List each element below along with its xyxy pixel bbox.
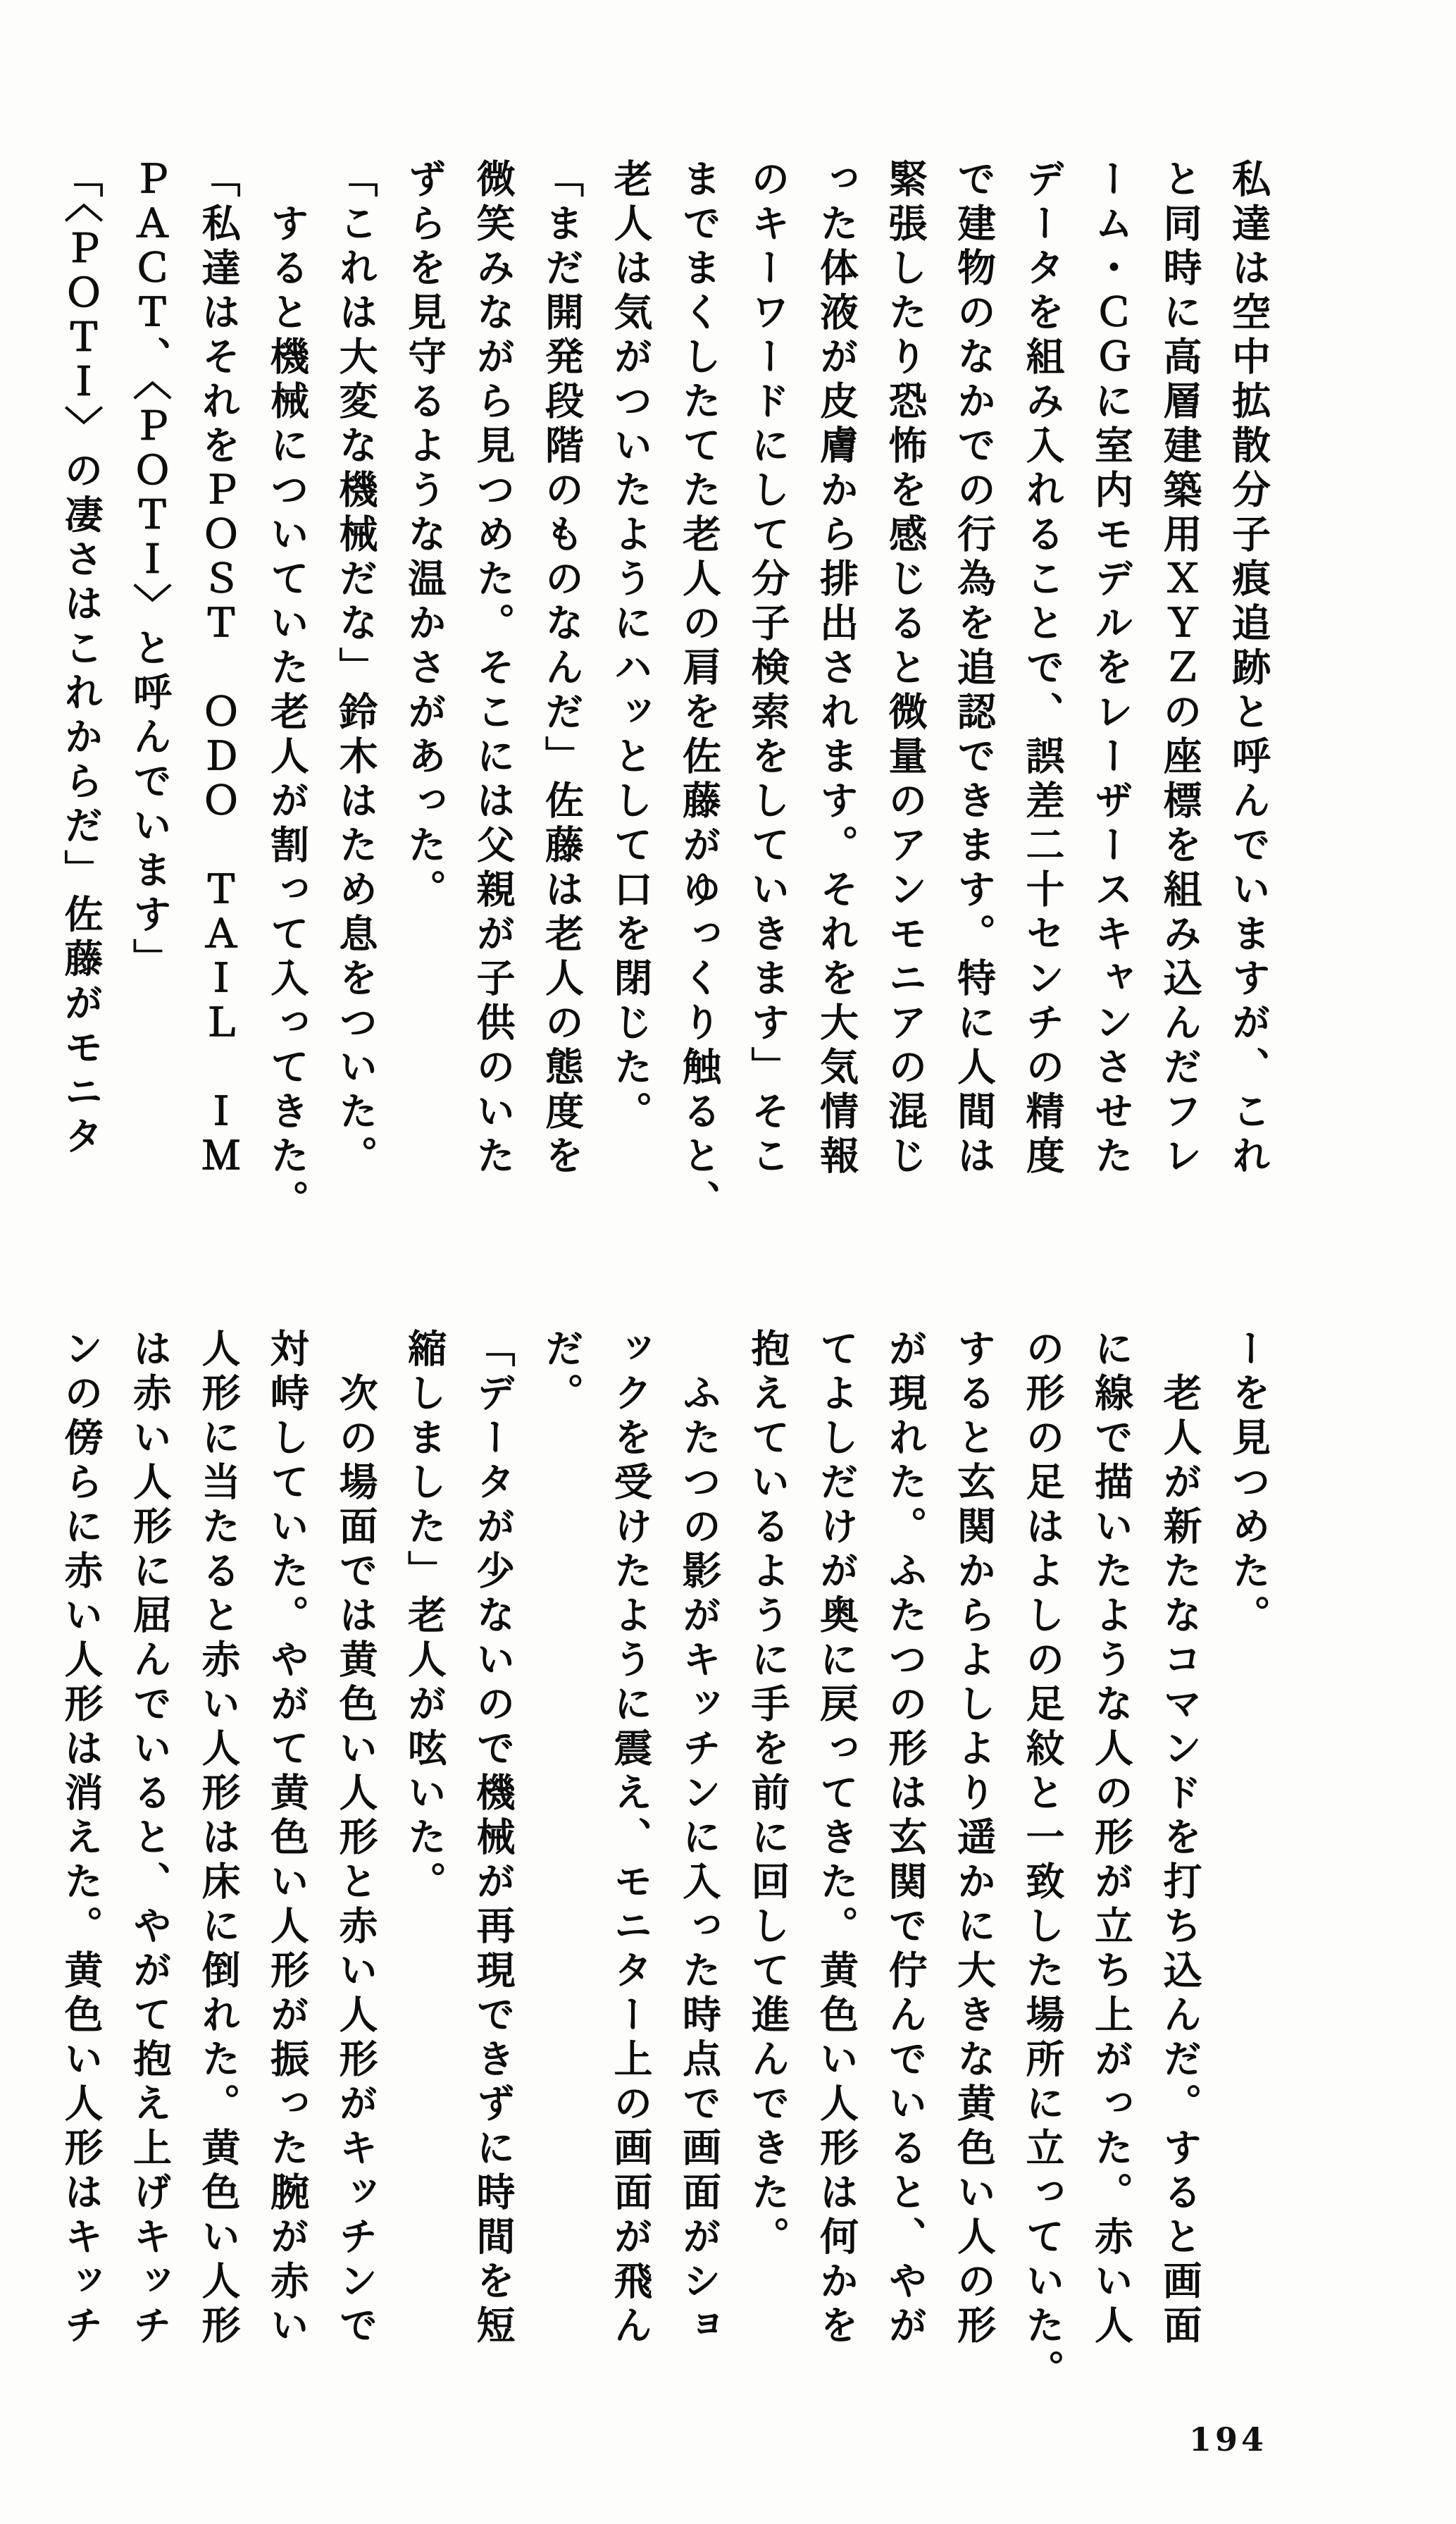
text-column: ックを受けたように震え、モニター上の画面が飛ん <box>608 1328 652 2349</box>
text-column: が現れた。ふたつの形は玄関で佇んでいると、やが <box>883 1328 926 2349</box>
text-column: 人形に当たると赤い人形は床に倒れた。黄色い人形 <box>196 1328 239 2349</box>
text-column: 私達は空中拡散分子痕追跡と呼んでいますが、これ <box>1226 159 1269 1180</box>
text-column: と同時に高層建築用ＸＹＺの座標を組み込んだフレ <box>1157 159 1201 1180</box>
text-column: てよしだけが奥に戻ってきた。黄色い人形は何かを <box>814 1328 857 2349</box>
text-column: 「私達はそれをＰＯＳＴ ＯＤＯ ＴＡＩＬ ＩＭ <box>196 159 239 1180</box>
text-column: で建物のなかでの行為を追認できます。特に人間は <box>952 159 995 1180</box>
page-number: 194 <box>1189 2420 1268 2458</box>
text-column: 「まだ開発段階のものなんだ」佐藤は老人の態度を <box>540 159 583 1180</box>
bottom-text-block <box>46 1328 1282 2427</box>
text-column: ＰＡＣＴ、〈ＰＯＴＩ〉と呼んでいます」 <box>127 159 170 983</box>
text-column: 「〈ＰＯＴＩ〉の凄さはこれからだ」佐藤がモニタ <box>58 159 102 1161</box>
text-column: 対峙していた。やがて黄色い人形が振った腕が赤い <box>265 1328 308 2349</box>
text-column: に線で描いたような人の形が立ち上がった。赤い人 <box>1089 1328 1132 2349</box>
text-column: 次の場面では黄色い人形と赤い人形がキッチンで <box>333 1328 377 2349</box>
text-column: のキーワードにして分子検索をしていきます」そこ <box>745 159 789 1180</box>
text-column: 縮しました」老人が呟いた。 <box>402 1328 445 1905</box>
text-column: 「データが少ないので機械が再現できずに時間を短 <box>471 1328 514 2349</box>
text-column: ふたつの影がキッチンに入った時点で画面がショ <box>677 1328 720 2349</box>
top-text-block <box>46 159 1282 1258</box>
text-column: だ。 <box>540 1328 583 1417</box>
text-column: 微笑みながら見つめた。そこには父親が子供のいた <box>471 159 514 1180</box>
text-column: ンの傍らに赤い人形は消えた。黄色い人形はキッチ <box>58 1328 102 2349</box>
text-column: ーム・ＣＧに室内モデルをレーザースキャンさせた <box>1089 159 1132 1180</box>
text-column: 緊張したり恐怖を感じると微量のアンモニアの混じ <box>883 159 926 1180</box>
text-column: は赤い人形に屈んでいると、やがて抱え上げキッチ <box>127 1328 170 2349</box>
text-column: ずらを見守るような温かさがあった。 <box>402 159 445 913</box>
text-column: ーを見つめた。 <box>1226 1328 1269 1639</box>
text-column: データを組み入れることで、誤差二十センチの精度 <box>1020 159 1064 1180</box>
text-column: 「これは大変な機械だな」鈴木はため息をついた。 <box>333 159 377 1180</box>
text-column: すると機械についていた老人が割って入ってきた。 <box>265 159 308 1224</box>
text-column: すると玄関からよしより遥かに大きな黄色い人の形 <box>952 1328 995 2349</box>
text-column: 老人が新たなコマンドを打ち込んだ。すると画面 <box>1157 1328 1201 2349</box>
text-column: 老人は気がついたようにハッとして口を閉じた。 <box>608 159 652 1135</box>
text-column: までまくしたてた老人の肩を佐藤がゆっくり触ると、 <box>677 159 720 1224</box>
text-column: の形の足はよしの足紋と一致した場所に立っていた。 <box>1020 1328 1064 2394</box>
text-column: 抱えているように手を前に回して進んできた。 <box>745 1328 789 2260</box>
text-column: った体液が皮膚から排出されます。それを大気情報 <box>814 159 857 1180</box>
